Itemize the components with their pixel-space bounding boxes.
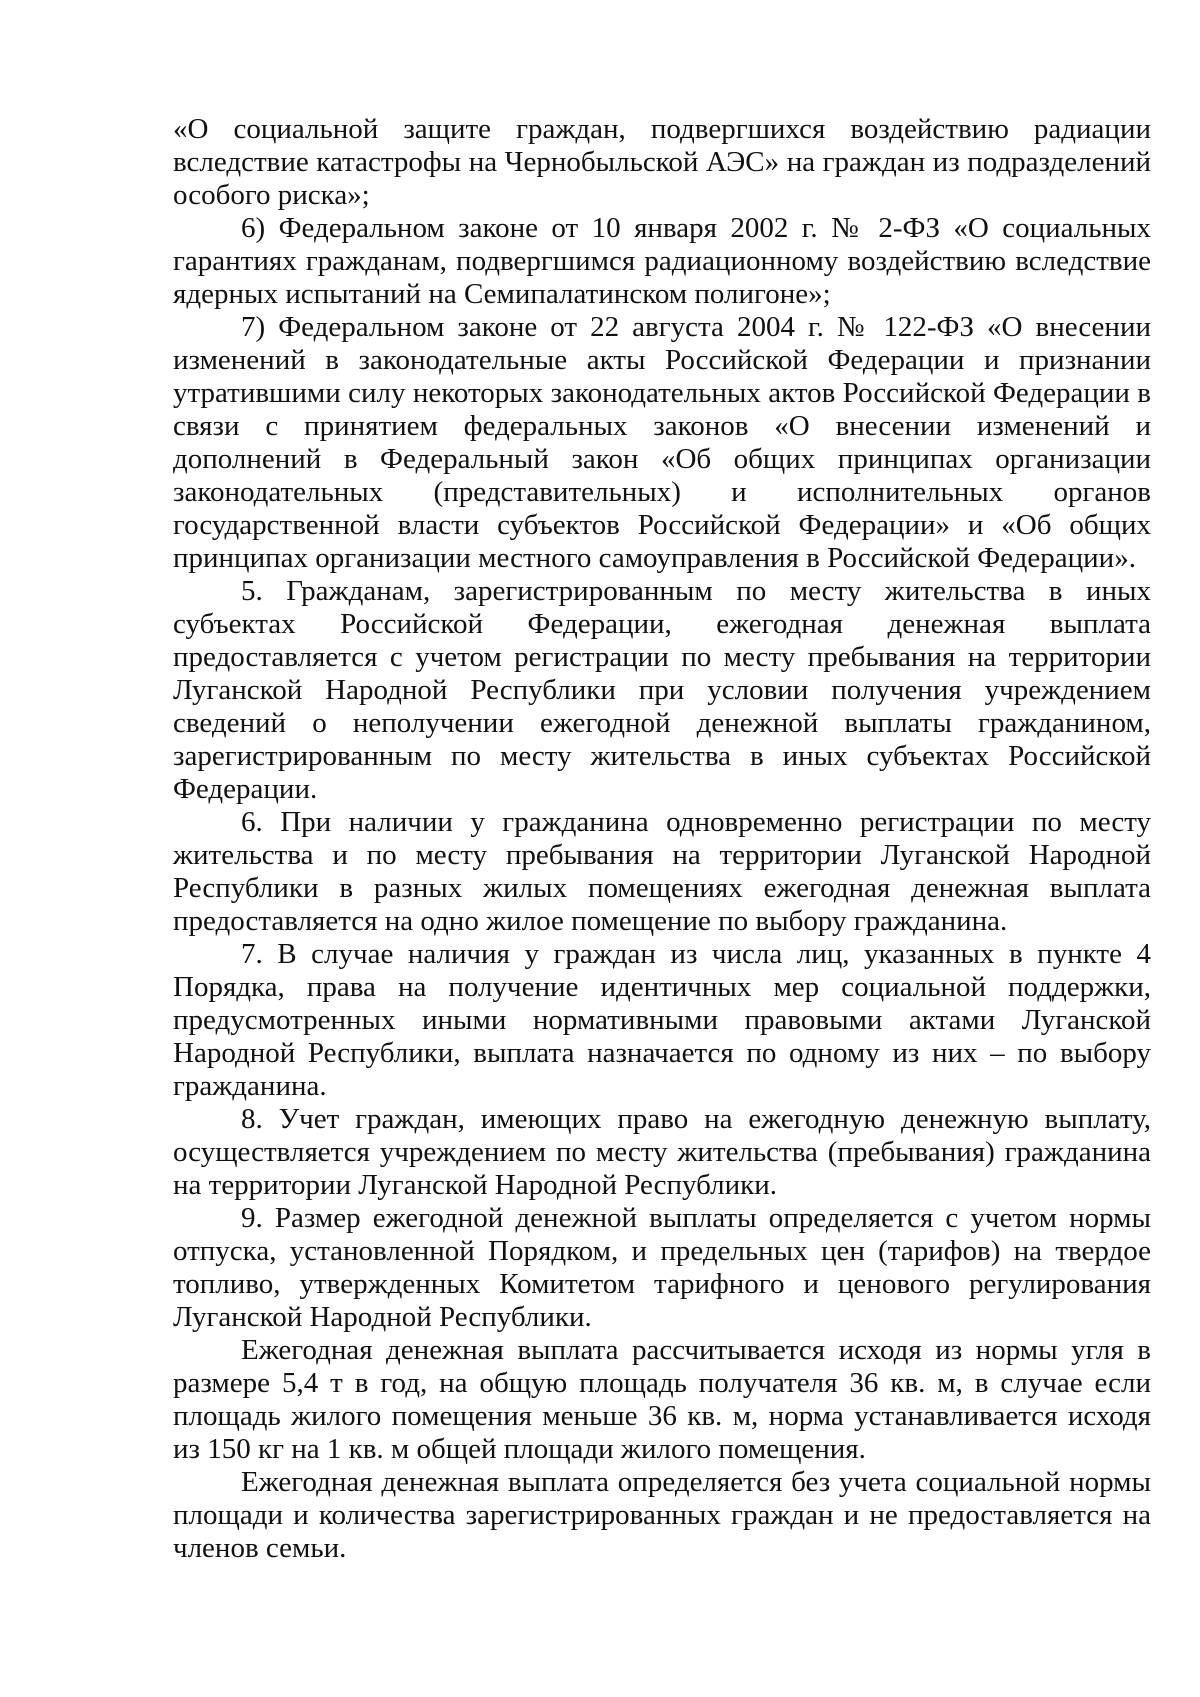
clause-9: 9. Размер ежегодной денежной выплаты определяется с учетом нормы отпуска, установленной Порядком, и предельных цен (тарифов) на твердое топливо, утвержденных Комитетом тарифного и ценового регулирования Луганской Народной Республики. (173, 1202, 1151, 1333)
clause-9-exclusion: Ежегодная денежная выплата определяется без учета социальной нормы площади и количества зарегистрированных граждан и не предоставляется на членов семьи. (173, 1466, 1151, 1564)
list-item-6: 6) Федеральном законе от 10 января 2002 г. № 2-ФЗ «О социальных гарантиях гражданам, подвергшимся радиационному воздействию вследствие ядерных испытаний на Семипалатинском полигоне»; (173, 212, 1151, 310)
paragraph-continuation: «О социальной защите граждан, подвергшихся воздействию радиации вследствие катастрофы на Чернобыльской АЭС» на граждан из подразделений особого риска»; (173, 113, 1151, 211)
clause-9-calculation: Ежегодная денежная выплата рассчитывается исходя из нормы угля в размере 5,4 т в год, на общую площадь получателя 36 кв. м, в случае если площадь жилого помещения меньше 36 кв. м, норма устанавливается исходя из 150 кг на 1 кв. м общей площади жилого помещения. (173, 1334, 1151, 1465)
clause-5: 5. Гражданам, зарегистрированным по месту жительства в иных субъектах Российской Федерации, ежегодная денежная выплата предоставляется с учетом регистрации по месту пребывания на территории Луганской Народной Республики при условии получения учреждением сведений о неполучении ежегодной денежной выплаты гражданином, зарегистрированным по месту жительства в иных субъектах Российской Федерации. (173, 575, 1151, 805)
document-page (173, 113, 1151, 1565)
list-item-7: 7) Федеральном законе от 22 августа 2004 г. № 122-ФЗ «О внесении изменений в законодательные акты Российской Федерации и признании утратившими силу некоторых законодательных актов Российской Федерации в связи с принятием федеральных законов «О внесении изменений и дополнений в Федеральный закон «Об общих принципах организации законодательных (представительных) и исполнительных органов государственной власти субъектов Российской Федерации» и «Об общих принципах организации местного самоуправления в Российской Федерации». (173, 311, 1151, 574)
clause-7: 7. В случае наличия у граждан из числа лиц, указанных в пункте 4 Порядка, права на получение идентичных мер социальной поддержки, предусмотренных иными нормативными правовыми актами Луганской Народной Республики, выплата назначается по одному из них – по выбору гражданина. (173, 938, 1151, 1102)
clause-6: 6. При наличии у гражданина одновременно регистрации по месту жительства и по месту пребывания на территории Луганской Народной Республики в разных жилых помещениях ежегодная денежная выплата предоставляется на одно жилое помещение по выбору гражданина. (173, 806, 1151, 937)
clause-8: 8. Учет граждан, имеющих право на ежегодную денежную выплату, осуществляется учреждением по месту жительства (пребывания) гражданина на территории Луганской Народной Республики. (173, 1103, 1151, 1201)
